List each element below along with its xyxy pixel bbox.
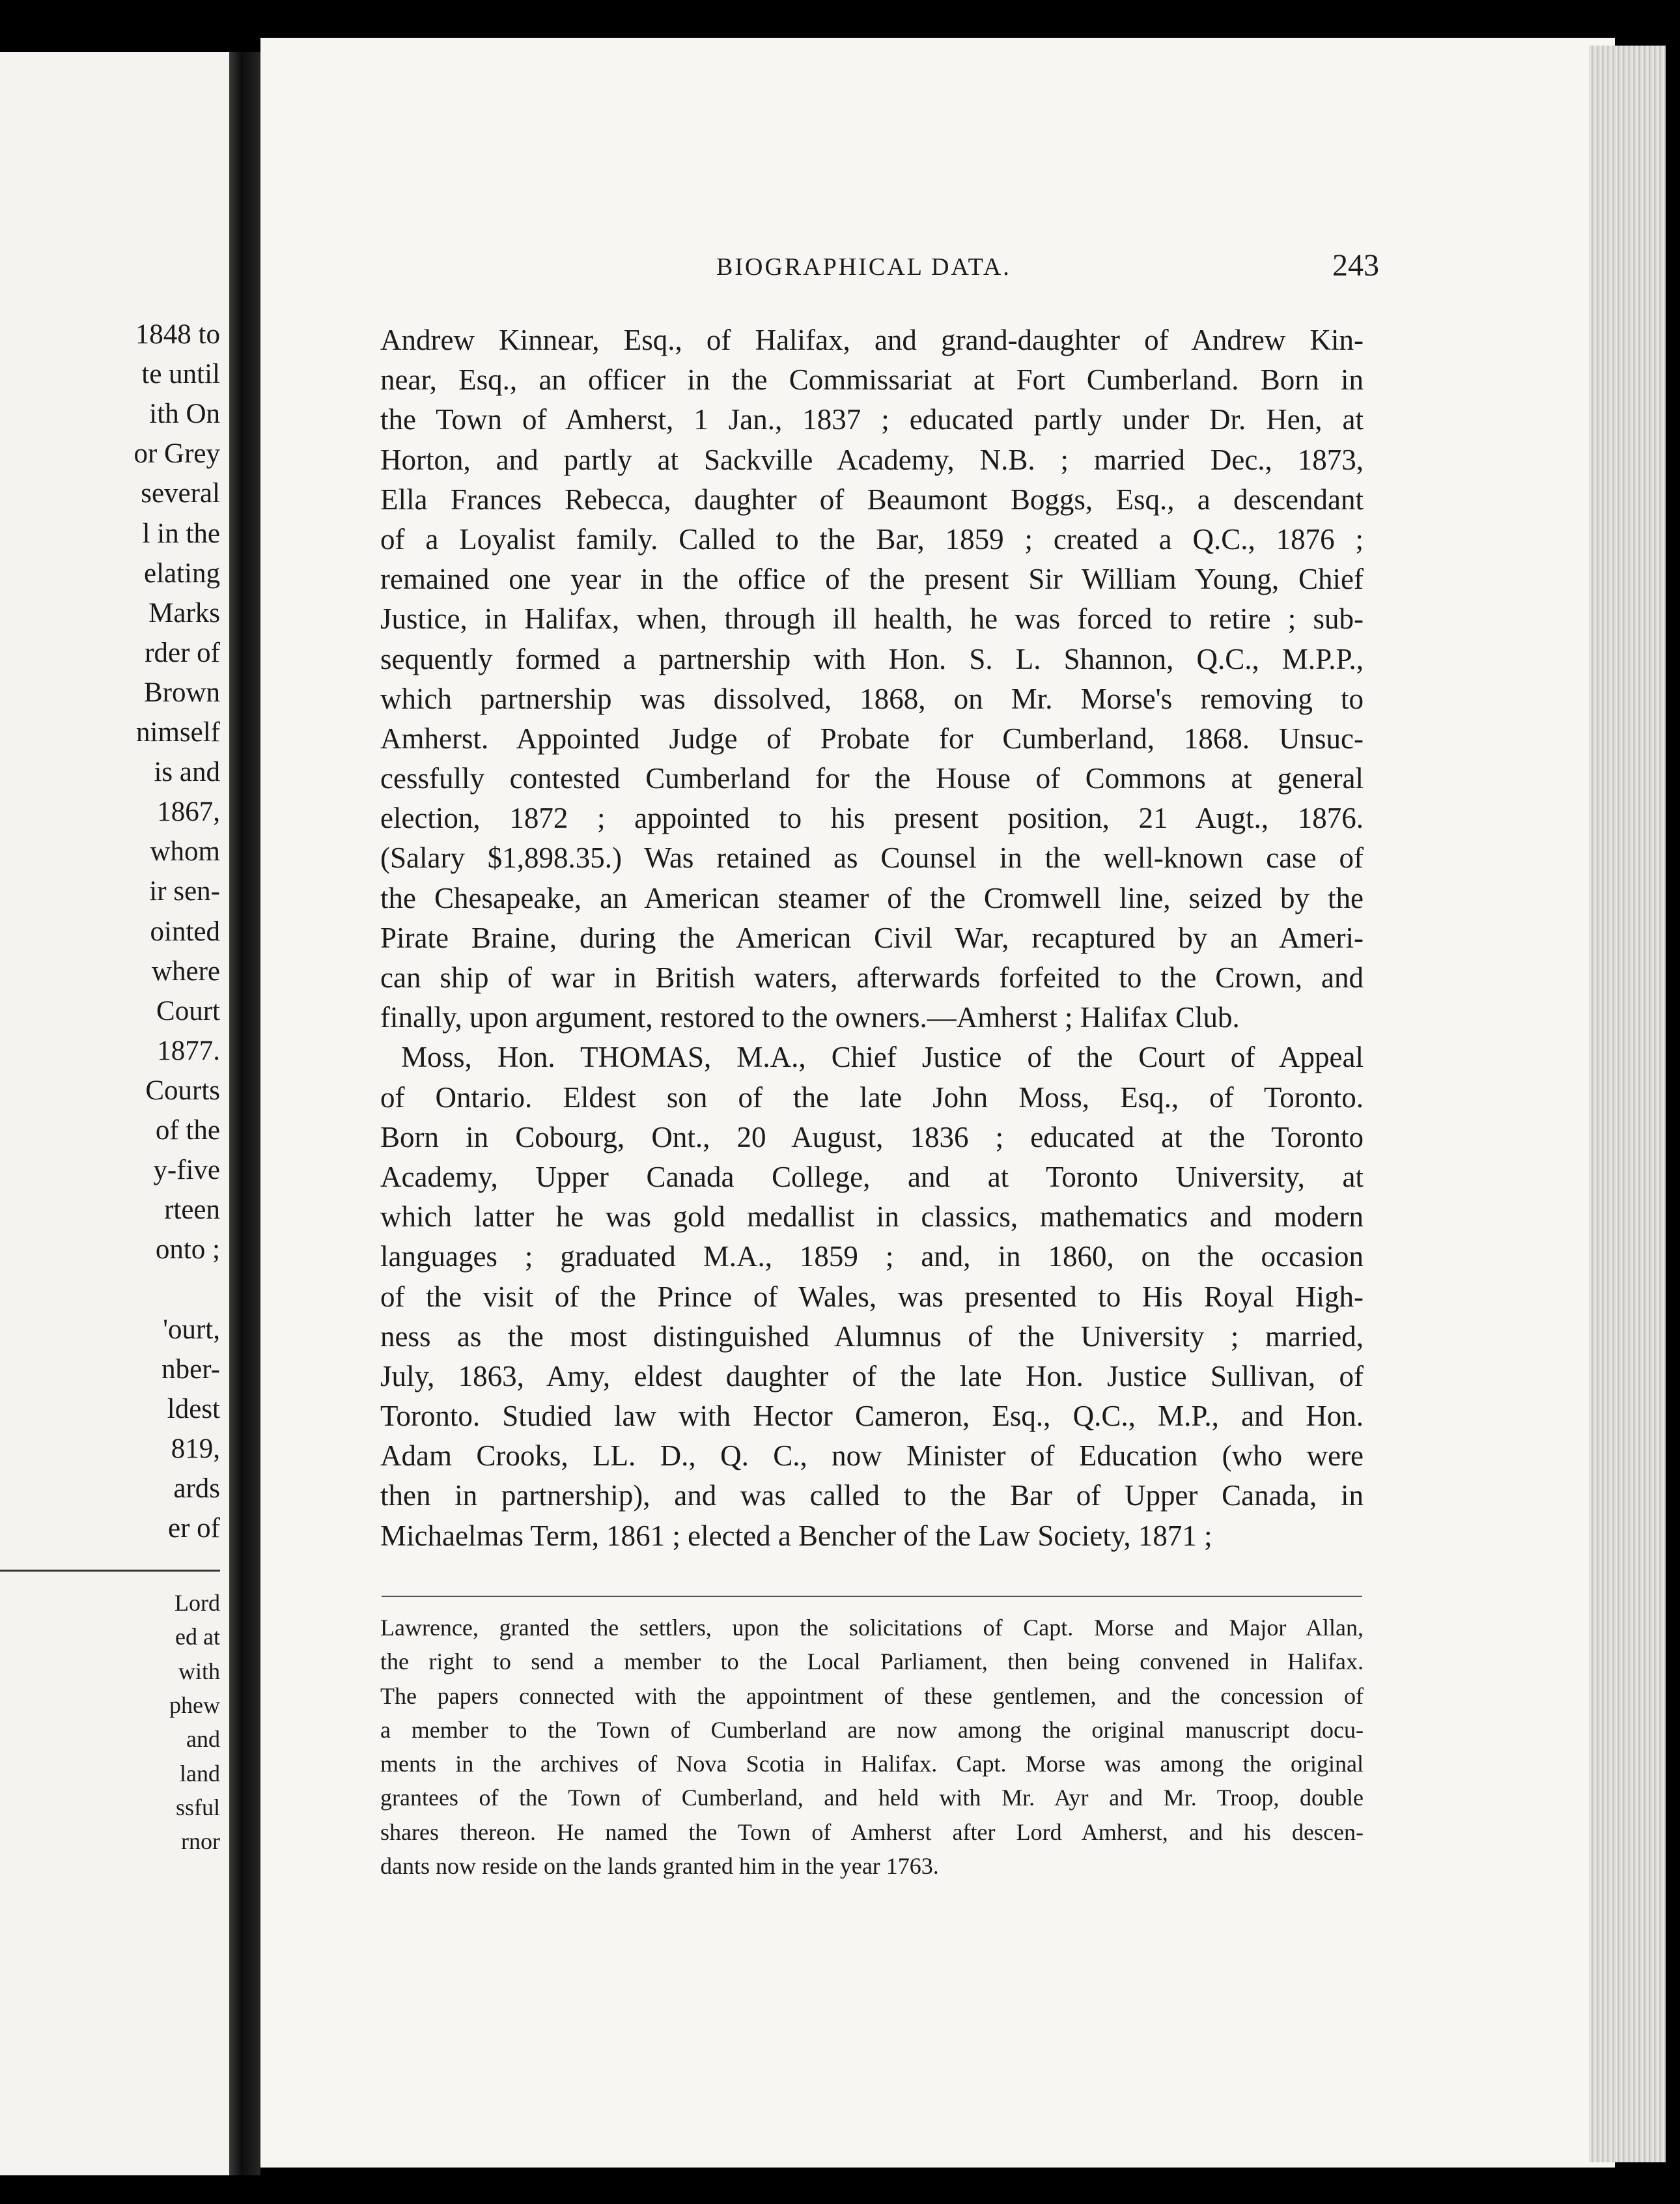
body-line: cessfully contested Cumberland for the House of Commons at general (380, 762, 1364, 795)
body-line: of Ontario. Eldest son of the late John Moss, Esq., of Toronto. (380, 1081, 1364, 1114)
previous-page-line: ldest (167, 1393, 220, 1424)
body-line: of the visit of the Prince of Wales, was presented to His Royal High- (380, 1280, 1364, 1313)
page-number: 243 (1332, 248, 1379, 283)
footnote-line: The papers connected with the appointment of these gentlemen, and the concession of (380, 1682, 1364, 1709)
body-line: Born in Cobourg, Ont., 20 August, 1836 ; educated at the Toronto (380, 1120, 1364, 1153)
body-line: which partnership was dissolved, 1868, on Mr. Morse's removing to (380, 682, 1364, 715)
footnote-line: shares thereon. He named the Town of Amherst after Lord Amherst, and his descen- (380, 1818, 1364, 1845)
body-line: (Salary $1,898.35.) Was retained as Counsel in the well-known case of (380, 841, 1364, 875)
previous-page-line: ith On (149, 399, 220, 430)
previous-page-line: rteen (164, 1194, 220, 1226)
footnote-line: Lawrence, granted the settlers, upon the solicitations of Capt. Morse and Major Allan, (380, 1615, 1364, 1641)
body-line: can ship of war in British waters, afterwards forfeited to the Crown, and (380, 961, 1364, 994)
footnote-line: grantees of the Town of Cumberland, and held with Mr. Ayr and Mr. Troop, double (380, 1785, 1364, 1811)
footnote-line: ments in the archives of Nova Scotia in Halifax. Capt. Morse was among the original (380, 1751, 1364, 1777)
previous-page-footnote-line: ed at (175, 1624, 220, 1650)
previous-page-line: where (151, 955, 220, 987)
previous-page-line: onto ; (155, 1234, 220, 1265)
previous-page-footnote-line: with (178, 1658, 220, 1684)
previous-page-line: Brown (143, 677, 220, 708)
body-line: Justice, in Halifax, when, through ill health, he was forced to retire ; sub- (380, 602, 1364, 636)
previous-page-line: ir sen- (149, 876, 220, 907)
previous-page-line: nimself (136, 717, 220, 748)
previous-page-footnote-line: phew (169, 1691, 220, 1718)
body-line: Andrew Kinnear, Esq., of Halifax, and grand-daughter of Andrew Kin- (380, 324, 1364, 356)
footnote (380, 1611, 1364, 1883)
footnote-line: dants now reside on the lands granted him in the year 1763. (380, 1853, 939, 1880)
footnote-line: a member to the Town of Cumberland are now among the original manuscript docu- (380, 1716, 1364, 1743)
body-line: Michaelmas Term, 1861 ; elected a Bencher of the Law Society, 1871 ; (380, 1519, 1212, 1552)
body-line: Toronto. Studied law with Hector Cameron, Esq., Q.C., M.P., and Hon. (380, 1400, 1364, 1433)
body-line: which latter he was gold medallist in classics, mathematics and modern (380, 1200, 1364, 1234)
body-line: remained one year in the office of the present Sir William Young, Chief (380, 563, 1364, 596)
footnote-line: the right to send a member to the Local Parliament, then being convened in Halifax. (380, 1648, 1364, 1675)
previous-page-line: 1848 to (135, 319, 220, 350)
book-gutter-shadow (229, 52, 260, 2175)
previous-page-line: 1867, (157, 797, 220, 828)
previous-page-line: Marks (148, 597, 220, 629)
previous-page-line: elating (143, 558, 220, 589)
previous-page-line: ointed (150, 916, 220, 947)
previous-page-line: y-five (153, 1155, 220, 1186)
previous-page-footnote-line: Lord (175, 1590, 220, 1616)
body-line: July, 1863, Amy, eldest daughter of the late Hon. Justice Sullivan, of (380, 1359, 1364, 1392)
body-line: the Town of Amherst, 1 Jan., 1837 ; educated partly under Dr. Hen, at (380, 403, 1364, 436)
previous-page-footnote-line: and (186, 1726, 220, 1753)
previous-page-line: Court (156, 995, 220, 1026)
body-line: Amherst. Appointed Judge of Probate for Cumberland, 1868. Unsuc- (380, 722, 1364, 755)
previous-page-line: er of (168, 1513, 220, 1544)
running-head: BIOGRAPHICAL DATA. (716, 253, 1011, 281)
previous-page-line: nber- (161, 1353, 220, 1385)
body-line: languages ; graduated M.A., 1859 ; and, in 1860, on the occasion (380, 1240, 1364, 1273)
previous-page-line: several (141, 478, 220, 509)
body-text (380, 320, 1364, 1556)
previous-page-line: of the (155, 1115, 220, 1146)
body-line: Moss, Hon. THOMAS, M.A., Chief Justice of the Court of Appeal (401, 1041, 1364, 1074)
body-line: Ella Frances Rebecca, daughter of Beaumont Boggs, Esq., a descendant (380, 483, 1364, 516)
previous-page-footnote-line: rnor (181, 1828, 220, 1855)
previous-page-line: 1877. (157, 1035, 220, 1066)
body-line: near, Esq., an officer in the Commissariat at Fort Cumberland. Born in (380, 363, 1364, 397)
body-line: then in partnership), and was called to the Bar of Upper Canada, in (380, 1479, 1364, 1512)
body-line: the Chesapeake, an American steamer of the Cromwell line, seized by the (380, 881, 1364, 914)
body-line: Adam Crooks, LL. D., Q. C., now Minister of Education (who were (380, 1439, 1364, 1473)
previous-page-line: 'ourt, (163, 1314, 220, 1345)
previous-page-footnote-rule (0, 1570, 220, 1572)
previous-page-line: l in the (142, 518, 220, 549)
previous-page-line: is and (154, 757, 220, 788)
body-line: sequently formed a partnership with Hon. S. L. Shannon, Q.C., M.P.P., (380, 642, 1364, 675)
previous-page-line: ards (173, 1473, 220, 1504)
previous-page-line: te until (141, 359, 220, 390)
previous-page-line: whom (150, 836, 220, 868)
body-line: Academy, Upper Canada College, and at Toronto University, at (380, 1160, 1364, 1193)
previous-page-footnote-line: land (180, 1760, 220, 1787)
previous-page-footnote-line: ssful (175, 1794, 220, 1820)
footnote-rule (382, 1596, 1362, 1597)
previous-page-line: or Grey (133, 438, 220, 470)
body-line: Pirate Braine, during the American Civil War, recaptured by an Ameri- (380, 921, 1364, 954)
body-line: ness as the most distinguished Alumnus of the University ; married, (380, 1320, 1364, 1353)
previous-page-line: rder of (145, 637, 220, 668)
page-edges-stack (1589, 46, 1666, 2162)
previous-page-line: 819, (171, 1433, 220, 1464)
previous-page-sliver (0, 52, 229, 2175)
body-line: finally, upon argument, restored to the owners.—Amherst ; Halifax Club. (380, 1001, 1240, 1034)
body-line: Horton, and partly at Sackville Academy, N.B. ; married Dec., 1873, (380, 443, 1364, 476)
previous-page-line: Courts (145, 1075, 220, 1106)
body-line: of a Loyalist family. Called to the Bar, 1859 ; created a Q.C., 1876 ; (380, 522, 1364, 556)
body-line: election, 1872 ; appointed to his present position, 21 Augt., 1876. (380, 802, 1364, 835)
